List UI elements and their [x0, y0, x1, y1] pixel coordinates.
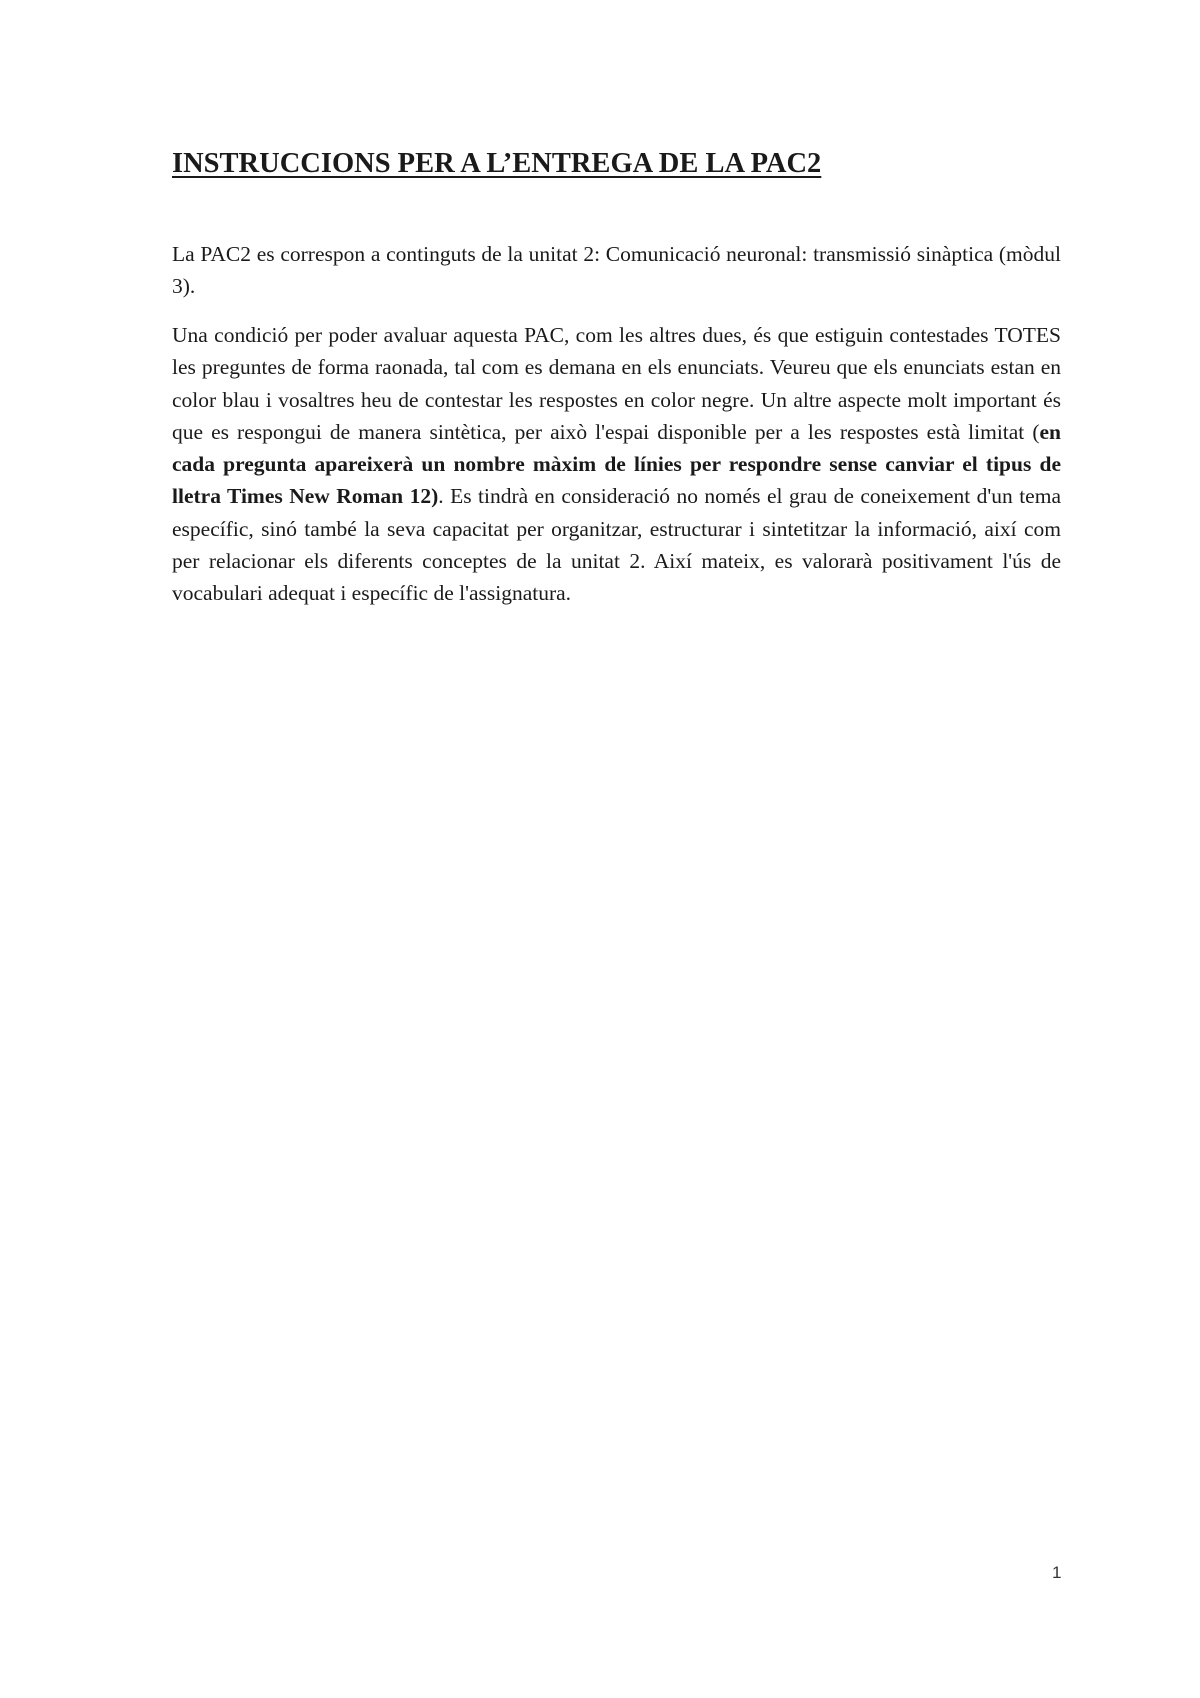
instructions-text-start: Una condició per poder avaluar aquesta PAC, com les altres dues, és que estiguin contestades TOTES les preguntes de forma raonada, tal com es demana en els enunciats. Veureu que els enunciats estan en color blau i vosaltres heu de contestar les respostes en color negre. Un altre aspecte molt important és que es respongui de manera sintètica, per això l'espai disponible per a les respostes està limitat (	[172, 323, 1061, 444]
instructions-bold-note: en cada pregunta apareixerà un nombre màxim de línies per respondre sense canviar el tipus de lletra Times New Roman 12)	[172, 419, 1061, 509]
document-title: INSTRUCCIONS PER A L’ENTREGA DE LA PAC2	[172, 148, 822, 179]
intro-paragraph: La PAC2 es correspon a continguts de la unitat 2: Comunicació neuronal: transmissió sinàptica (mòdul 3).	[172, 242, 1061, 299]
page-number: 1	[1052, 1563, 1062, 1582]
instructions-paragraph	[172, 319, 1061, 610]
instructions-text-end: . Es tindrà en consideració no només el grau de coneixement d'un tema específic, sinó també la seva capacitat per organitzar, estructurar i sintetitzar la informació, així com per relacionar els diferents conceptes de la unitat 2. Així mateix, es valorarà positivament l'ús de vocabulari adequat i específic de l'assignatura.	[172, 484, 1061, 606]
